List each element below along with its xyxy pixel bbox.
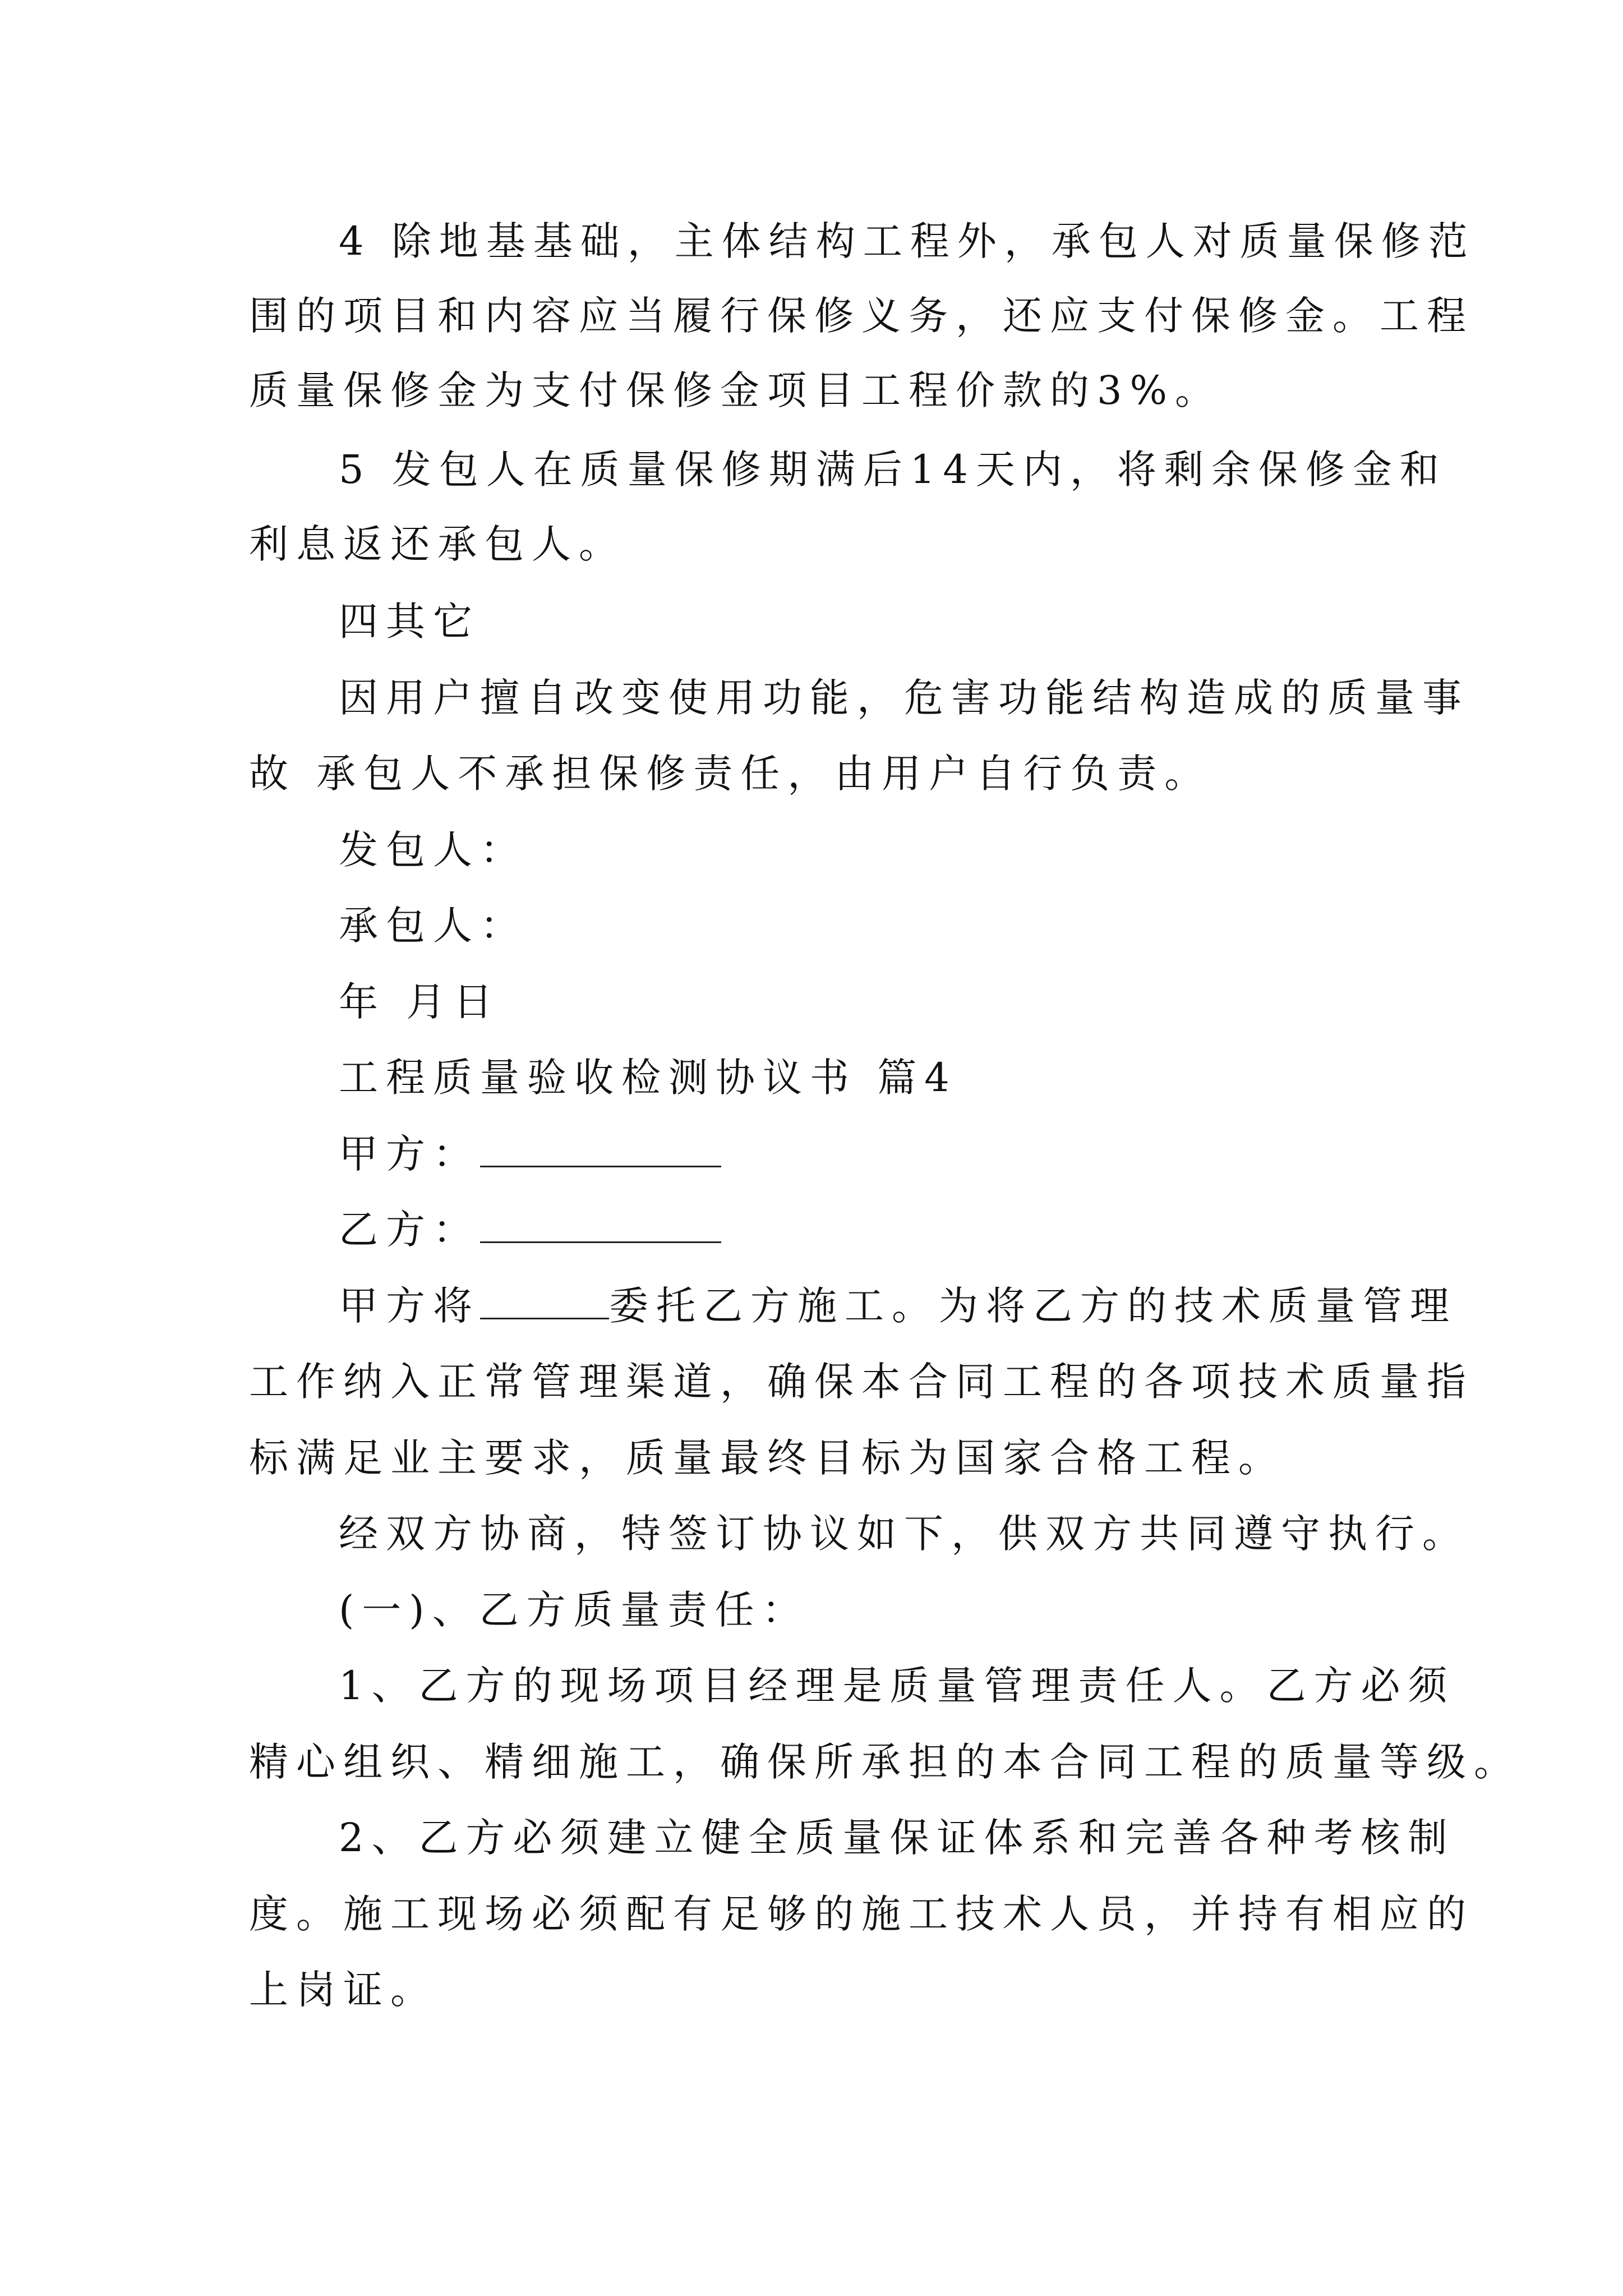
- date-line: 年 月日: [339, 979, 501, 1025]
- clause-4-line-2: 围的项目和内容应当履行保修义务，还应支付保修金。工程: [249, 293, 1474, 339]
- signature-contractor: 承包人：: [339, 903, 527, 949]
- clause-5-line-1: 5 发包人在质量保修期满后14天内，将剩余保修金和: [339, 447, 1447, 493]
- paragraph-user-line-2: 故 承包人不承担保修责任，由用户自行负责。: [249, 751, 1212, 797]
- item-1-line-1: 1、乙方的现场项目经理是质量管理责任人。乙方必须: [339, 1663, 1455, 1709]
- party-a-line: [339, 1129, 721, 1179]
- item-2-line-1: 2、乙方必须建立健全质量保证体系和完善各种考核制: [339, 1815, 1455, 1861]
- clause-4-line-1: 4 除地基基础，主体结构工程外，承包人对质量保修范: [339, 218, 1476, 264]
- paragraph-entrust-line-1: [339, 1281, 1457, 1331]
- party-b-label: 乙方：: [339, 1207, 480, 1253]
- entrust-text-b: 委托乙方施工。为将乙方的技术质量管理: [609, 1283, 1457, 1329]
- item-1-line-2: 精心组织、精细施工，确保所承担的本合同工程的质量等级。: [249, 1739, 1521, 1785]
- item-2-line-3: 上岗证。: [249, 1967, 437, 2013]
- paragraph-user-line-1: 因用户擅自改变使用功能，危害功能结构造成的质量事: [339, 675, 1469, 721]
- party-b-line: [339, 1204, 721, 1255]
- project-name-blank: [480, 1283, 609, 1319]
- item-2-line-2: 度。施工现场必须配有足够的施工技术人员，并持有相应的: [249, 1891, 1474, 1937]
- section-heading-other: 四其它: [339, 599, 480, 645]
- section-title: 工程质量验收检测协议书 篇4: [339, 1055, 957, 1101]
- paragraph-entrust-line-3: 标满足业主要求，质量最终目标为国家合格工程。: [249, 1435, 1285, 1481]
- party-b-blank: [480, 1207, 721, 1243]
- signature-employer: 发包人：: [339, 827, 527, 873]
- entrust-text-a: 甲方将: [339, 1283, 480, 1329]
- paragraph-agreement: 经双方协商，特签订协议如下，供双方共同遵守执行。: [339, 1511, 1469, 1557]
- clause-4-line-3: 质量保修金为支付保修金项目工程价款的3%。: [249, 367, 1223, 413]
- party-a-label: 甲方：: [339, 1131, 480, 1177]
- paragraph-entrust-line-2: 工作纳入正常管理渠道，确保本合同工程的各项技术质量指: [249, 1359, 1474, 1405]
- section-heading-b-responsibility: (一)、乙方质量责任：: [339, 1587, 809, 1633]
- party-a-blank: [480, 1131, 721, 1167]
- clause-5-line-2: 利息返还承包人。: [249, 521, 626, 567]
